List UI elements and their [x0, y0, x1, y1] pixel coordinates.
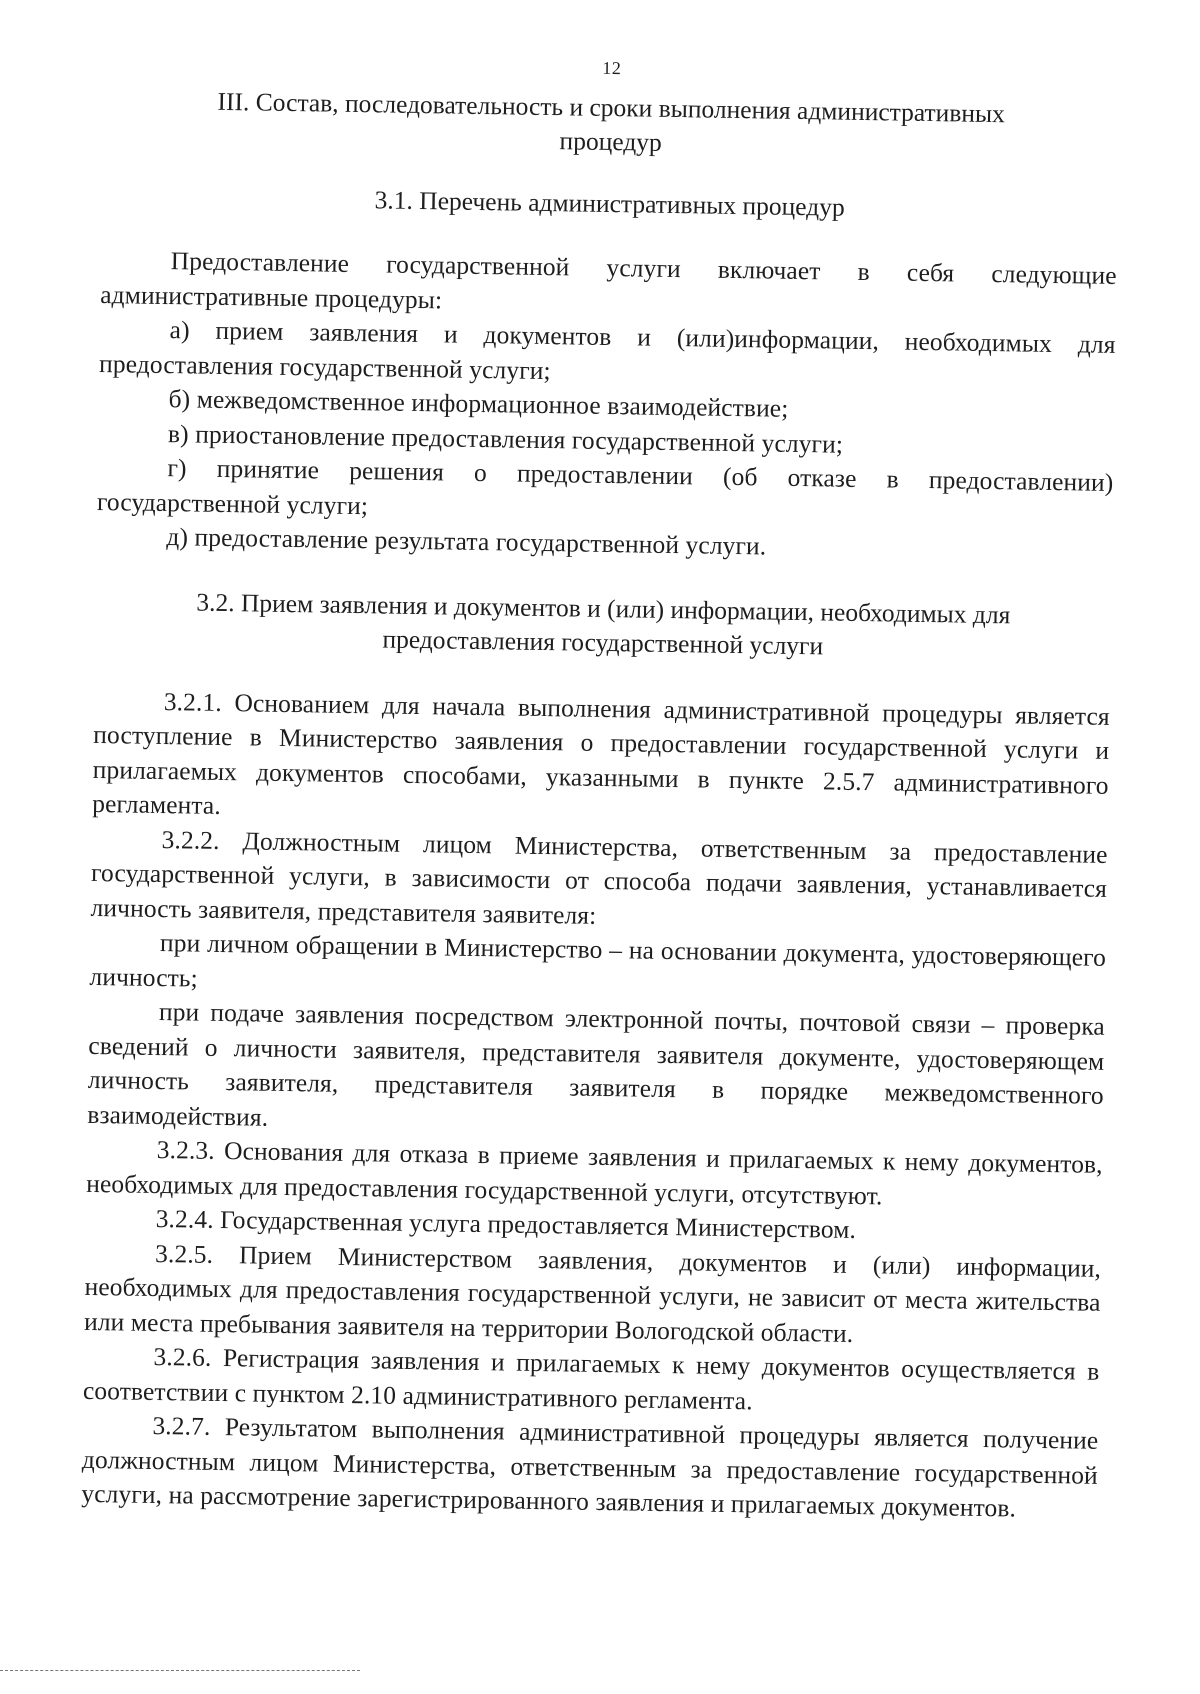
section-3-2-title: 3.2. Прием заявления и документов и (или) информации, необходимых для предоставления государственной услуги: [196, 587, 1011, 660]
section-3-1-title: 3.1. Перечень административных процедур: [374, 185, 845, 222]
chapter-heading: III. Состав, последовательность и сроки выполнения административных процедур: [217, 86, 1006, 157]
paragraph-3-2-3: 3.2.3. Основания для отказа в приеме заявления и прилагаемых к нему документов, необходимых для предоставления государственной услуги, отсутствуют.: [86, 1134, 1103, 1210]
paragraph-personal-visit: при личном обращении в Министерство – на основании документа, удостоверяющего личность;: [89, 928, 1107, 993]
page-number: 12: [602, 57, 622, 79]
paragraph-3-2-4: 3.2.4. Государственная услуга предоставляется Министерством.: [155, 1203, 857, 1244]
paragraph-3-2-7: 3.2.7. Результатом выполнения административной процедуры является получение должностным лицом Министерства, ответственным за предоставление государственной услуги, на рассмотрение зарегистрированного заявления и прилагаемых документов.: [81, 1410, 1099, 1523]
page-content: [81, 50, 1120, 1527]
paragraph-3-2-6: 3.2.6. Регистрация заявления и прилагаемых к нему документов осуществляется в соответствии с пунктом 2.10 административного регламента.: [82, 1341, 1100, 1415]
procedure-item-v: в) приостановление предоставления государственной услуги;: [167, 418, 844, 459]
procedure-item-b: б) межведомственное информационное взаимодействие;: [168, 384, 789, 423]
paragraph-3-2-5: 3.2.5. Прием Министерством заявления, документов и (или) информации, необходимых для предоставления государственной услуги, не зависит от места жительства или места пребывания заявителя на территории Вологодской области.: [83, 1238, 1102, 1348]
paragraph-3-2-2: 3.2.2. Должностным лицом Министерства, ответственным за предоставление государственной услуги, в зависимости от способа подачи заявления, устанавливается личность заявителя, представителя заявителя:: [90, 824, 1108, 930]
scan-edge-line: [0, 1670, 360, 1672]
procedure-item-d: д) предоставление результата государственной услуги.: [166, 522, 767, 561]
paragraph-3-2-1: 3.2.1. Основанием для начала выполнения административной процедуры является поступление в Министерство заявления о предоставлении государственной услуги и прилагаемых документов способами, указанными в пункте 2.5.7 административного регламента.: [91, 686, 1110, 820]
procedure-item-a: а) прием заявления и документов и (или)информации, необходимых для предоставления государственной услуги;: [98, 315, 1116, 385]
section-3-1-intro: Предоставление государственной услуги включает в себя следующие административные процедуры:: [100, 246, 1117, 314]
paragraph-remote-submission: при подаче заявления посредством электронной почты, почтовой связи – проверка сведений о личности заявителя, представителя заявителя документе, удостоверяющем личность заявителя, представителя заявителя в порядке межведомственного взаимодействия.: [87, 997, 1106, 1132]
procedure-item-g: г) принятие решения о предоставлении (об отказе в предоставлении) государственной услуги;: [96, 453, 1114, 520]
